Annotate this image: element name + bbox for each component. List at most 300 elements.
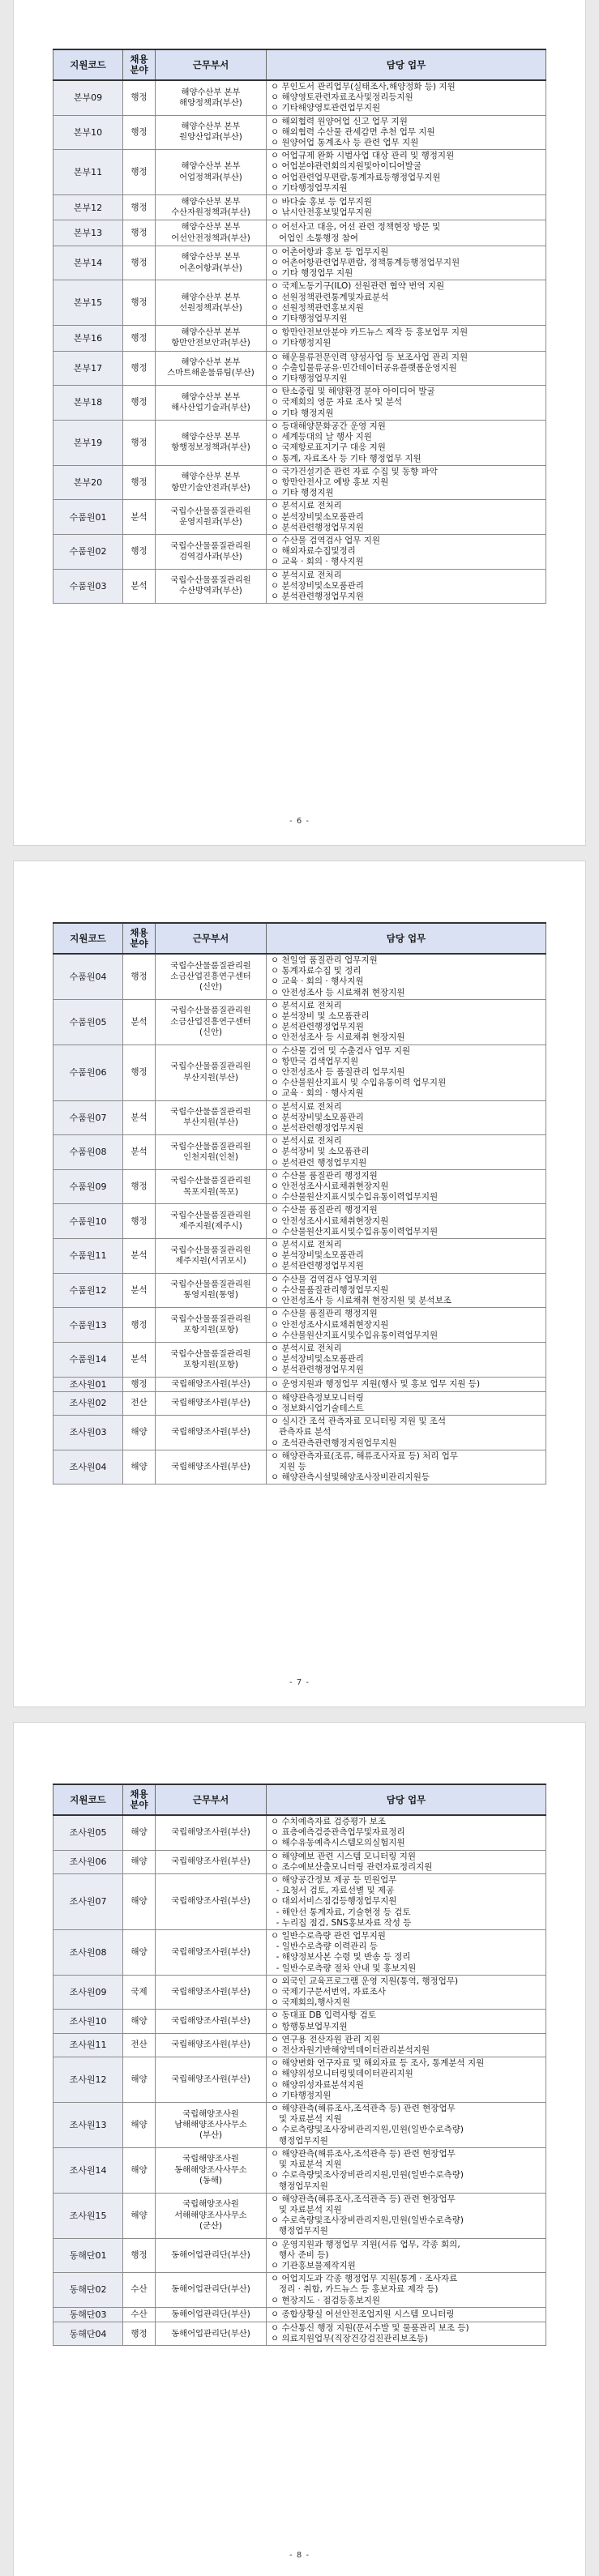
cell-type: 해양 [123,1416,156,1450]
duty-item: ㅇ 수산물원산지표시및수입유통이력업무지원 [271,1330,439,1340]
header-type: 채용 분야 [123,923,156,954]
cell-duties [267,386,546,421]
cell-code: 동해단01 [53,2238,123,2273]
duty-item: ㅇ 분석장비 및 소모품관리 [271,1147,370,1157]
table-row [53,386,546,421]
cell-dept: 동해어업관리단(부산) [156,2307,267,2322]
table-row [53,150,546,195]
table-row [53,420,546,465]
cell-code: 본부10 [53,115,123,150]
cell-duties [267,1975,546,2010]
cell-type: 행정 [123,2238,156,2273]
cell-duties [267,2273,546,2308]
cell-dept: 국립해양조사원 남해해양조사사무소 (부산) [156,2103,267,2148]
table-row [53,80,546,115]
header-duties: 담당 업무 [267,49,546,80]
cell-dept: 동해어업관리단(부산) [156,2273,267,2308]
cell-type: 행정 [123,2322,156,2345]
duty-item: ㅇ 국제회의,행사지원 [271,1997,350,2008]
cell-dept: 해양수산부 본부 항만기술안전과(부산) [156,465,267,500]
cell-type: 전산 [123,2033,156,2057]
duty-item: ㅇ 수산물품질관리행정업무지원 [271,1284,389,1295]
cell-type: 분석 [123,1342,156,1377]
cell-duties [267,115,546,150]
cell-duties [267,1273,546,1308]
duty-item: ㅇ 해외협력 원양어업 신고 업무 지원 [271,116,408,126]
cell-type: 해양 [123,2147,156,2193]
duty-item: ㅇ 해양관측(해류조사,조석관측 등) 관련 현장업무 및 자료분석 지원 [271,2104,456,2125]
duty-item: ㅇ 국가건설기준 관련 자료 수집 및 동향 파악 [271,466,438,476]
table-header [53,1784,546,1815]
cell-dept: 국립수산물품질관리원 포항지원(포항) [156,1308,267,1343]
table-row [53,1204,546,1239]
duty-item: ㅇ 수산물 품질관리 행정지원 [271,1205,378,1215]
cell-code: 본부12 [53,195,123,220]
duty-item: ㅇ 대외서비스점검등행정업무지원 [271,1896,397,1907]
duty-item: ㅇ 선원정책관련통계및자료분석 [271,292,389,302]
cell-code: 수품원12 [53,1273,123,1308]
recruitment-table-page-7 [53,922,546,1485]
duty-item: ㅇ 동대표 DB 입력사항 검토 [271,2010,377,2021]
duty-item: - 요청서 검토, 자료선별 및 제공 [271,1886,395,1896]
document-page-7 [14,861,585,1707]
table-row [53,1273,546,1308]
cell-code: 조사원07 [53,1874,123,1930]
cell-type: 해양 [123,1815,156,1850]
cell-dept: 국립해양조사원 동해해양조사사무소 (동해) [156,2147,267,2193]
cell-code: 조사원09 [53,1975,123,2010]
cell-type: 행정 [123,220,156,246]
duty-item: ㅇ 국제기구문서번역, 자료조사 [271,1987,386,1997]
cell-code: 수품원01 [53,500,123,535]
cell-dept: 국립해양조사원(부산) [156,1815,267,1850]
header-dept: 근무부서 [156,49,267,80]
cell-dept: 국립수산물품질관리원 검역검사과(부산) [156,534,267,569]
duty-item: ㅇ 수로측량및조사장비관리지원,민원(일반수로측량) 행정업무지원 [271,2170,464,2191]
table-row [53,1239,546,1274]
cell-duties [267,1169,546,1204]
cell-code: 본부13 [53,220,123,246]
cell-duties [267,534,546,569]
duty-item: ㅇ 수로측량및조사장비관리지원,민원(일반수로측량) 행정업무지원 [271,2125,464,2146]
duty-item: ㅇ 안전성조사시료채취현장지원 [271,1215,389,1226]
duty-item: ㅇ 해양예보 관련 시스템 모니터링 지원 [271,1851,416,1861]
duty-item: ㅇ 어업지도과 각종 행정업무 지원(통계 · 조사자료 정리 · 취합, 카드뉴스 등 홍보자료 제작 등) [271,2274,458,2295]
duty-item: ㅇ 의료지원업무(직장건강검진관리보조등) [271,2334,429,2344]
table-row [53,1391,546,1415]
duty-item: ㅇ 교육 · 회의 · 행사지원 [271,976,364,987]
document-page-8 [14,1723,585,2576]
cell-duties [267,2057,546,2103]
duty-item: ㅇ 기관홍보물제작지원 [271,2260,356,2271]
cell-dept: 해양수산부 본부 선원정책과(부산) [156,280,267,326]
duty-item: ㅇ 수산물 검역검사 업무지원 [271,1274,378,1284]
table-row [53,1416,546,1450]
table-row [53,1450,546,1485]
duty-item: ㅇ 분석장비및소모품관리 [271,1250,364,1261]
cell-dept: 국립해양조사원(부산) [156,2057,267,2103]
cell-duties [267,1204,546,1239]
duty-item: ㅇ 천일염 품질관리 업무지원 [271,955,378,965]
table-row [53,1815,546,1850]
duty-item: ㅇ 현장지도 · 점검등홍보지원 [271,2295,381,2305]
duty-item: ㅇ 수산물 검역검사 업무 지원 [271,535,381,545]
cell-code: 조사원06 [53,1850,123,1873]
duty-item: ㅇ 분석시료 전처리 [271,1000,342,1010]
duty-item: ㅇ 안전성조사 등 시료채취 현장지원 [271,987,405,998]
duty-item: - 해양정보사본 수령 및 반송 등 정리 [271,1952,411,1963]
duty-item: ㅇ 분석관련행정업무지원 [271,1123,364,1134]
cell-code: 수품원08 [53,1135,123,1170]
duty-item: ㅇ 해운물류전문인력 양성사업 등 보조사업 관리 지원 [271,352,469,362]
cell-code: 조사원11 [53,2033,123,2057]
duty-item: ㅇ 어선사고 대응, 어선 관련 정책현장 방문 및 어업인 소통행정 참여 [271,222,441,243]
cell-code: 본부20 [53,465,123,500]
cell-code: 수품원02 [53,534,123,569]
cell-dept: 국립해양조사원(부산) [156,2010,267,2033]
duty-item: ㅇ 낚시안전홍보및업무지원 [271,207,373,218]
cell-code: 수품원13 [53,1308,123,1343]
cell-type: 분석 [123,1100,156,1135]
cell-dept: 국립수산물품질관리원 부산지원(부산) [156,1100,267,1135]
cell-code: 조사원10 [53,2010,123,2033]
cell-code: 동해단03 [53,2307,123,2322]
cell-type: 해양 [123,2193,156,2238]
cell-type: 해양 [123,2103,156,2148]
duty-item: ㅇ 분석장비 및 소모품관리 [271,1011,370,1022]
cell-dept: 국립수산물품질관리원 통영지원(통영) [156,1273,267,1308]
table-row [53,569,546,604]
duty-item: ㅇ 정보화시업기술테스트 [271,1403,364,1413]
header-code: 지원코드 [53,923,123,954]
duty-item: ㅇ 등대해양문화공간 운영 지원 [271,421,386,431]
cell-code: 본부09 [53,80,123,115]
cell-type: 해양 [123,2010,156,2033]
duty-item: ㅇ 분석관련행정업무지원 [271,591,364,601]
cell-type: 행정 [123,954,156,999]
duty-item: ㅇ 기타 행정지원 [271,408,334,418]
table-row [53,1169,546,1204]
cell-dept: 국립해양조사원(부산) [156,1450,267,1485]
table-row [53,500,546,535]
cell-code: 조사원02 [53,1391,123,1415]
cell-duties [267,1308,546,1343]
duty-item: ㅇ 전산자원기반해양빅데이터관리분석지원 [271,2045,430,2056]
duty-item: ㅇ 수산물 검역 및 수출검사 업무 지원 [271,1045,411,1056]
cell-code: 조사원12 [53,2057,123,2103]
cell-type: 행정 [123,80,156,115]
header-code: 지원코드 [53,1784,123,1815]
table-row [53,2238,546,2273]
duty-item: ㅇ 해양공간정보 제공 등 민원업무 [271,1875,397,1886]
cell-type: 행정 [123,1044,156,1100]
table-row [53,999,546,1044]
cell-type: 행정 [123,246,156,280]
cell-dept: 해양수산부 본부 항만안전보안과(부산) [156,326,267,351]
cell-code: 수품원11 [53,1239,123,1274]
cell-code: 수품원10 [53,1204,123,1239]
cell-duties [267,999,546,1044]
cell-dept: 국립해양조사원(부산) [156,2033,267,2057]
table-row [53,2103,546,2148]
duty-item: ㅇ 어업분야관련회의지원및아이디어발굴 [271,161,421,172]
cell-type: 분석 [123,999,156,1044]
cell-type: 행정 [123,420,156,465]
duty-item: ㅇ 분석관련행정업무지원 [271,1365,364,1375]
duty-item: ㅇ 안전성조사 등 시료채취 현장지원 및 분석보조 [271,1296,451,1306]
duty-item: ㅇ 탄소중립 및 해양환경 분야 아이디어 발굴 [271,387,435,397]
duty-item: ㅇ 어업규제 완화 시범사업 대상 관리 및 행정지원 [271,151,455,161]
cell-duties [267,954,546,999]
duty-item: ㅇ 연구용 전산자원 관리 지원 [271,2034,381,2044]
table-row [53,2010,546,2033]
duty-item: - 누리집 점검, SNS홍보자료 작성 등 [271,1917,412,1928]
duty-item: - 일반수로측량 절차 안내 및 홍보지원 [271,1963,417,1973]
page-number: - 6 - [289,817,310,826]
cell-duties [267,1416,546,1450]
duty-item: ㅇ 항만안전보안분야 카드뉴스 제작 등 홍보업무 지원 [271,327,469,338]
cell-duties [267,351,546,386]
cell-type: 행정 [123,1204,156,1239]
table-row [53,1975,546,2010]
cell-duties [267,1377,546,1391]
cell-code: 수품원04 [53,954,123,999]
cell-type: 해양 [123,2057,156,2103]
duty-item: ㅇ 해양변화 연구자료 및 해외자료 등 조사, 통계분석 지원 [271,2058,485,2069]
duty-item: ㅇ 기타행정업무지원 [271,374,348,384]
duty-item: ㅇ 안전성조사시료채취현장지원 [271,1181,389,1192]
cell-type: 분석 [123,500,156,535]
cell-type: 수산 [123,2273,156,2308]
cell-duties [267,1044,546,1100]
duty-item: ㅇ 통계자료수집 및 정리 [271,966,362,976]
cell-dept: 동해어업관리단(부산) [156,2238,267,2273]
duty-item: ㅇ 분석관련행정업무지원 [271,1261,364,1271]
cell-dept: 국립수산물품질관리원 포항지원(포항) [156,1342,267,1377]
cell-duties [267,1100,546,1135]
cell-dept: 국립수산물품질관리원 제주지원(서귀포시) [156,1239,267,1274]
duty-item: ㅇ 기타 행정업무 지원 [271,268,353,279]
cell-code: 수품원07 [53,1100,123,1135]
cell-type: 분석 [123,569,156,604]
cell-duties [267,2103,546,2148]
duty-item: ㅇ 바다숲 홍보 등 업무지원 [271,197,372,207]
duty-item: ㅇ 안전성조사 등 시료채취 현장지원 [271,1032,405,1043]
duty-item: ㅇ 항만국 검색업무지원 [271,1056,359,1066]
cell-duties [267,1874,546,1930]
table-row [53,1377,546,1391]
duty-item: ㅇ 기타해양영토관련업무지원 [271,103,381,113]
cell-duties [267,220,546,246]
table-row [53,246,546,280]
duty-item: ㅇ 분석관련 행정업무지원 [271,1157,367,1168]
duty-item: ㅇ 선원정책관련홍보지원 [271,302,364,313]
cell-dept: 국립수산물품질관리원 제주지원(제주시) [156,1204,267,1239]
cell-type: 행정 [123,351,156,386]
cell-duties [267,420,546,465]
cell-code: 동해단04 [53,2322,123,2345]
cell-code: 조사원05 [53,1815,123,1850]
cell-code: 수품원03 [53,569,123,604]
cell-type: 전산 [123,1391,156,1415]
cell-dept: 해양수산부 본부 어선안전정책과(부산) [156,220,267,246]
duty-item: ㅇ 기타행정업무지원 [271,182,348,193]
duty-item: ㅇ 수산물 품질관리 행정지원 [271,1309,378,1319]
cell-dept: 동해어업관리단(부산) [156,2322,267,2345]
duty-item: ㅇ 분석장비및소모품관리 [271,1112,364,1122]
cell-duties [267,326,546,351]
table-header [53,923,546,954]
duty-item: ㅇ 수산물원산지표시및수입유통이력업무지원 [271,1192,439,1203]
cell-dept: 해양수산부 본부 원양산업과(부산) [156,115,267,150]
table-row [53,534,546,569]
duty-item: ㅇ 분석장비및소모품관리 [271,1354,364,1365]
cell-code: 조사원14 [53,2147,123,2193]
cell-duties [267,1815,546,1850]
duty-item: ㅇ 국제노동기구(ILO) 선원관련 협약 번역 지원 [271,281,445,292]
duty-item: ㅇ 안전성조사 등 품질관리 업무지원 [271,1067,405,1078]
cell-dept: 국립해양조사원 서해해양조사사무소 (군산) [156,2193,267,2238]
page-7-content [53,922,546,1485]
table-row [53,1100,546,1135]
duty-item: ㅇ 무인도서 관리업무(실태조사,해양정화 등) 지원 [271,82,456,92]
table-row [53,220,546,246]
duty-item: ㅇ 해외협력 수산물 관세감면 추천 업무 지원 [271,126,435,137]
cell-duties [267,2193,546,2238]
duty-item: ㅇ 기타행정지원 [271,338,332,348]
duty-item: ㅇ 어업관련업무편람,통계자료등행정업무지원 [271,172,441,182]
cell-dept: 해양수산부 본부 어촌어항과(부산) [156,246,267,280]
duty-item: ㅇ 교육 · 회의 · 행사지원 [271,1088,364,1099]
cell-type: 해양 [123,1930,156,1976]
cell-duties [267,246,546,280]
header-duties: 담당 업무 [267,923,546,954]
duty-item: ㅇ 수산물 품질관리 행정지원 [271,1170,378,1181]
duty-item: ㅇ 종합상황실 어선안전조업지원 시스템 모니터링 [271,2309,455,2319]
duty-item: ㅇ 어촌어항관련업무편람, 정책통계등행정업무지원 [271,258,460,268]
duty-item: ㅇ 해양위성자료분석지원 [271,2079,364,2090]
cell-code: 본부15 [53,280,123,326]
cell-dept: 국립해양조사원(부산) [156,1874,267,1930]
cell-type: 행정 [123,326,156,351]
table-row [53,351,546,386]
cell-dept: 국립수산물품질관리원 운영지원과(부산) [156,500,267,535]
cell-type: 행정 [123,386,156,421]
duty-item: ㅇ 분석시료 전처리 [271,501,342,511]
table-body-page-8 [53,1815,546,2346]
cell-dept: 해양수산부 본부 스마트해운물류팀(부산) [156,351,267,386]
cell-duties [267,465,546,500]
cell-dept: 해양수산부 본부 어업정책과(부산) [156,150,267,195]
duty-item: ㅇ 해양관측시설및해양조사장비관리지원등 [271,1472,430,1483]
page-number: - 8 - [289,2551,310,2560]
cell-duties [267,1850,546,1873]
cell-code: 수품원06 [53,1044,123,1100]
duty-item: ㅇ 수산물원산지표시및수입유통이력업무지원 [271,1226,439,1237]
duty-item: ㅇ 분석관련행정업무지원 [271,522,364,532]
page-number: - 7 - [289,1678,310,1687]
cell-dept: 국립수산물품질관리원 소금산업진흥연구센터 (신안) [156,999,267,1044]
cell-duties [267,150,546,195]
duty-item: ㅇ 국제항로표지기구 대응 지원 [271,442,386,453]
cell-code: 조사원08 [53,1930,123,1976]
cell-duties [267,2307,546,2322]
cell-code: 조사원13 [53,2103,123,2148]
cell-code: 조사원15 [53,2193,123,2238]
cell-dept: 해양수산부 본부 해사산업기술과(부산) [156,386,267,421]
duty-item: ㅇ 일반수로측량 관련 업무지원 [271,1931,386,1942]
duty-item: ㅇ 통계, 자료조사 등 기타 행정업무 지원 [271,453,421,464]
cell-dept: 국립수산물품질관리원 수산방역과(부산) [156,569,267,604]
duty-item: ㅇ 해양영토관련자료조사및정리등지원 [271,92,413,103]
duty-item: - 일반수로측량 이력관리 등 [271,1942,379,1952]
cell-dept: 국립해양조사원(부산) [156,1391,267,1415]
duty-item: ㅇ 기타행정지원 [271,2090,332,2100]
cell-duties [267,2010,546,2033]
cell-code: 본부16 [53,326,123,351]
table-row [53,1930,546,1976]
cell-code: 본부19 [53,420,123,465]
cell-duties [267,280,546,326]
duty-item: ㅇ 운영지원과 행정업무 지원(서류 업무, 각종 회의, 행사 준비 등) [271,2239,460,2260]
cell-duties [267,80,546,115]
header-type: 채용 분야 [123,1784,156,1815]
cell-code: 조사원03 [53,1416,123,1450]
document-page-6 [14,0,585,845]
cell-type: 행정 [123,195,156,220]
cell-code: 본부17 [53,351,123,386]
table-row [53,1044,546,1100]
cell-code: 본부14 [53,246,123,280]
cell-dept: 국립수산물품질관리원 부산지원(부산) [156,1044,267,1100]
duty-item: ㅇ 조수예보산출모니터링 관련자료정리지원 [271,1861,433,1872]
cell-duties [267,2238,546,2273]
duty-item: ㅇ 안전성조사시료채취현장지원 [271,1319,389,1330]
cell-code: 본부11 [53,150,123,195]
duty-item: ㅇ 분석장비및소모품관리 [271,580,364,591]
duty-item: ㅇ 해양관측정보모니터링 [271,1392,364,1403]
duty-item: ㅇ 해수유동예측시스템모의실험지원 [271,1838,405,1848]
cell-duties [267,1450,546,1485]
duty-item: ㅇ 항만안전사고 예방 홍보 지원 [271,476,389,487]
table-row [53,954,546,999]
cell-dept: 국립해양조사원(부산) [156,1850,267,1873]
duty-item: ㅇ 분석관련행정업무지원 [271,1022,364,1032]
duty-item: ㅇ 국제회의 영문 자료 조사 및 분석 [271,397,403,408]
header-duties: 담당 업무 [267,1784,546,1815]
duty-item: ㅇ 교육 · 회의 · 행사지원 [271,557,364,567]
cell-dept: 국립해양조사원(부산) [156,1416,267,1450]
cell-dept: 해양수산부 본부 수산자원정책과(부산) [156,195,267,220]
duty-item: ㅇ 수치예측자료 검증평가 보조 [271,1817,386,1826]
cell-duties [267,195,546,220]
cell-type: 행정 [123,1169,156,1204]
cell-code: 수품원09 [53,1169,123,1204]
duty-item: ㅇ 분석시료 전처리 [271,570,342,580]
duty-item: ㅇ 분석시료 전처리 [271,1240,342,1250]
duty-item: ㅇ 어촌어항과 홍보 등 업무지원 [271,246,389,257]
cell-type: 수산 [123,2307,156,2322]
cell-duties [267,2147,546,2193]
table-body-page-7 [53,954,546,1485]
table-body-page-6 [53,80,546,604]
page-6-content [53,49,546,604]
recruitment-table-page-8 [53,1784,546,2346]
table-row [53,2193,546,2238]
cell-duties [267,1239,546,1274]
table-row [53,2033,546,2057]
cell-type: 해양 [123,1874,156,1930]
